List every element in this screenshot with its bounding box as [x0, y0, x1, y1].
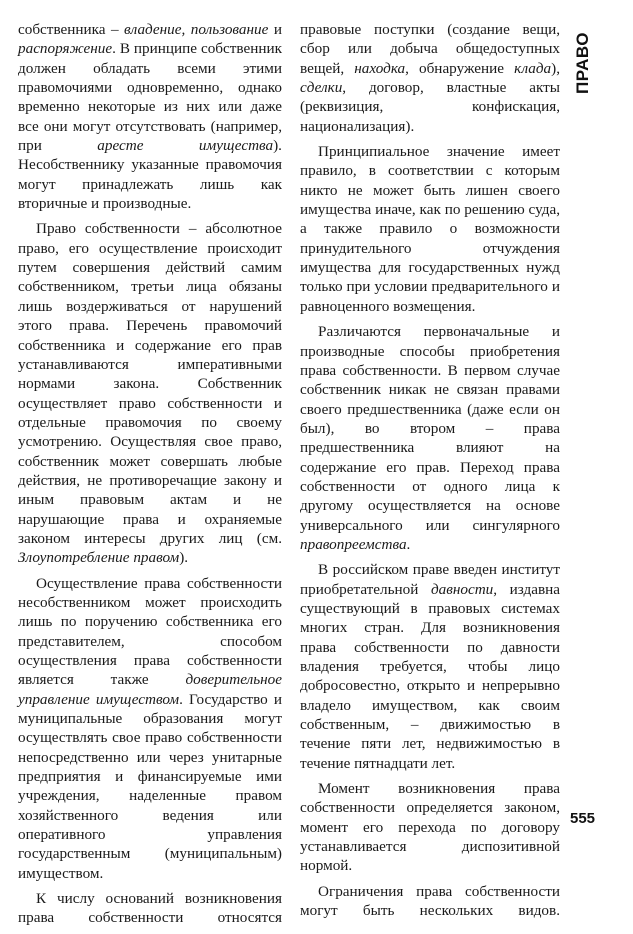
term-link[interactable]: клада [514, 59, 552, 77]
term-link[interactable]: доверительное управление имуществом [18, 671, 282, 708]
paragraph: правовые поступки (создание вещи, сбор или добыча общедоступных вещей, находка, обнаружение клада), сделки, договор, властные акты (реквизиция, конфискация, национализация). [300, 21, 561, 135]
term-link[interactable]: Злоупотребление правом [18, 549, 180, 567]
paragraph: Принципиальное значение имеет правило, в соответствии с которым никто не может быть лишен своего имущества иначе, как по решению суда, а также правило о возможности принудительного отчуждения имущества для государственных нужд только при условии предварительного и равноценного возмещения. [300, 143, 560, 315]
term-link[interactable]: аресте имущества [97, 137, 274, 155]
term-link[interactable]: находка [354, 59, 406, 77]
paragraph: Ограничения права собственности могут быть нескольких видов. [300, 882, 560, 920]
page-number: 555 [570, 810, 596, 827]
right-column [300, 20, 560, 926]
paragraph: Право собственности – абсолютное право, его осуществление происходит путем совершения действий самим собственником, третьи лица обязаны лишь воздерживаться от нарушений этого права. Перечень правомочий собственника и содержание его прав устанавливаются императивными нормами закона. Собственник осуществляет право собственности и отдельные правомочия по своему усмотрению. Осуществляя свое право, собственник может совершать любые действия, не противоречащие закону и иным правовым актам и не нарушающие права и охраняемые законом интересы других лиц (см. Злоупотребление правом). [18, 220, 282, 567]
left-column [18, 20, 282, 934]
paragraph: К числу оснований возникновения права собственности относятся [18, 890, 282, 927]
paragraph: собственника – владение, пользование и распоряжение. В принципе собственник должен обладать всеми этими правомочиями одновременно, однако временно некоторые из них или даже все они могут отсутствовать (например, при аресте имущества). Несобственнику указанные правомочия могут принадлежать лишь как вторичные и производные. [18, 21, 282, 213]
paragraph: Различаются первоначальные и производные способы приобретения права собственности. В первом случае собственник никак не связан правами своего предшественника (даже если он был), во втором – права предшественника влияют на содержание его прав. Переход права собственности от одного лица к другому осуществляется на основе универсального или сингулярного правопреемства. [300, 323, 560, 553]
term-link[interactable]: распоряжение [18, 40, 113, 58]
section-label: ПРАВО [573, 32, 593, 94]
paragraph: Осуществление права собственности несобственником может происходить лишь по поручению собственника его представителем, способом осуществления права собственности является также доверительное управление имуществом. Государство и муниципальные образования могут осуществлять свое право собственности непосредственно или через унитарные предприятия и финансируемые ими учреждения, наделенные правом хозяйственного ведения или оперативного управления государственным (муниципальным) имуществом. [18, 574, 282, 882]
term-link[interactable]: сделки [300, 79, 343, 97]
term-link[interactable]: владение, пользование [124, 21, 269, 38]
term-link[interactable]: правопреемства [300, 535, 407, 553]
paragraph: Момент возникновения права собственности определяется законом, момент его перехода по договору устанавливается диспозитивной нормой. [300, 780, 560, 875]
paragraph: В российском праве введен институт приобретательной давности, издавна существующий в правовых системах многих стран. Для возникновения права собственности по давности владения требуется, чтобы лицо добросовестно, открыто и непрерывно владело имуществом, как своим собственным, – движимостью в течение пяти лет, недвижимостью в течение пятнадцати лет. [300, 561, 560, 772]
term-link[interactable]: давности [430, 580, 494, 598]
